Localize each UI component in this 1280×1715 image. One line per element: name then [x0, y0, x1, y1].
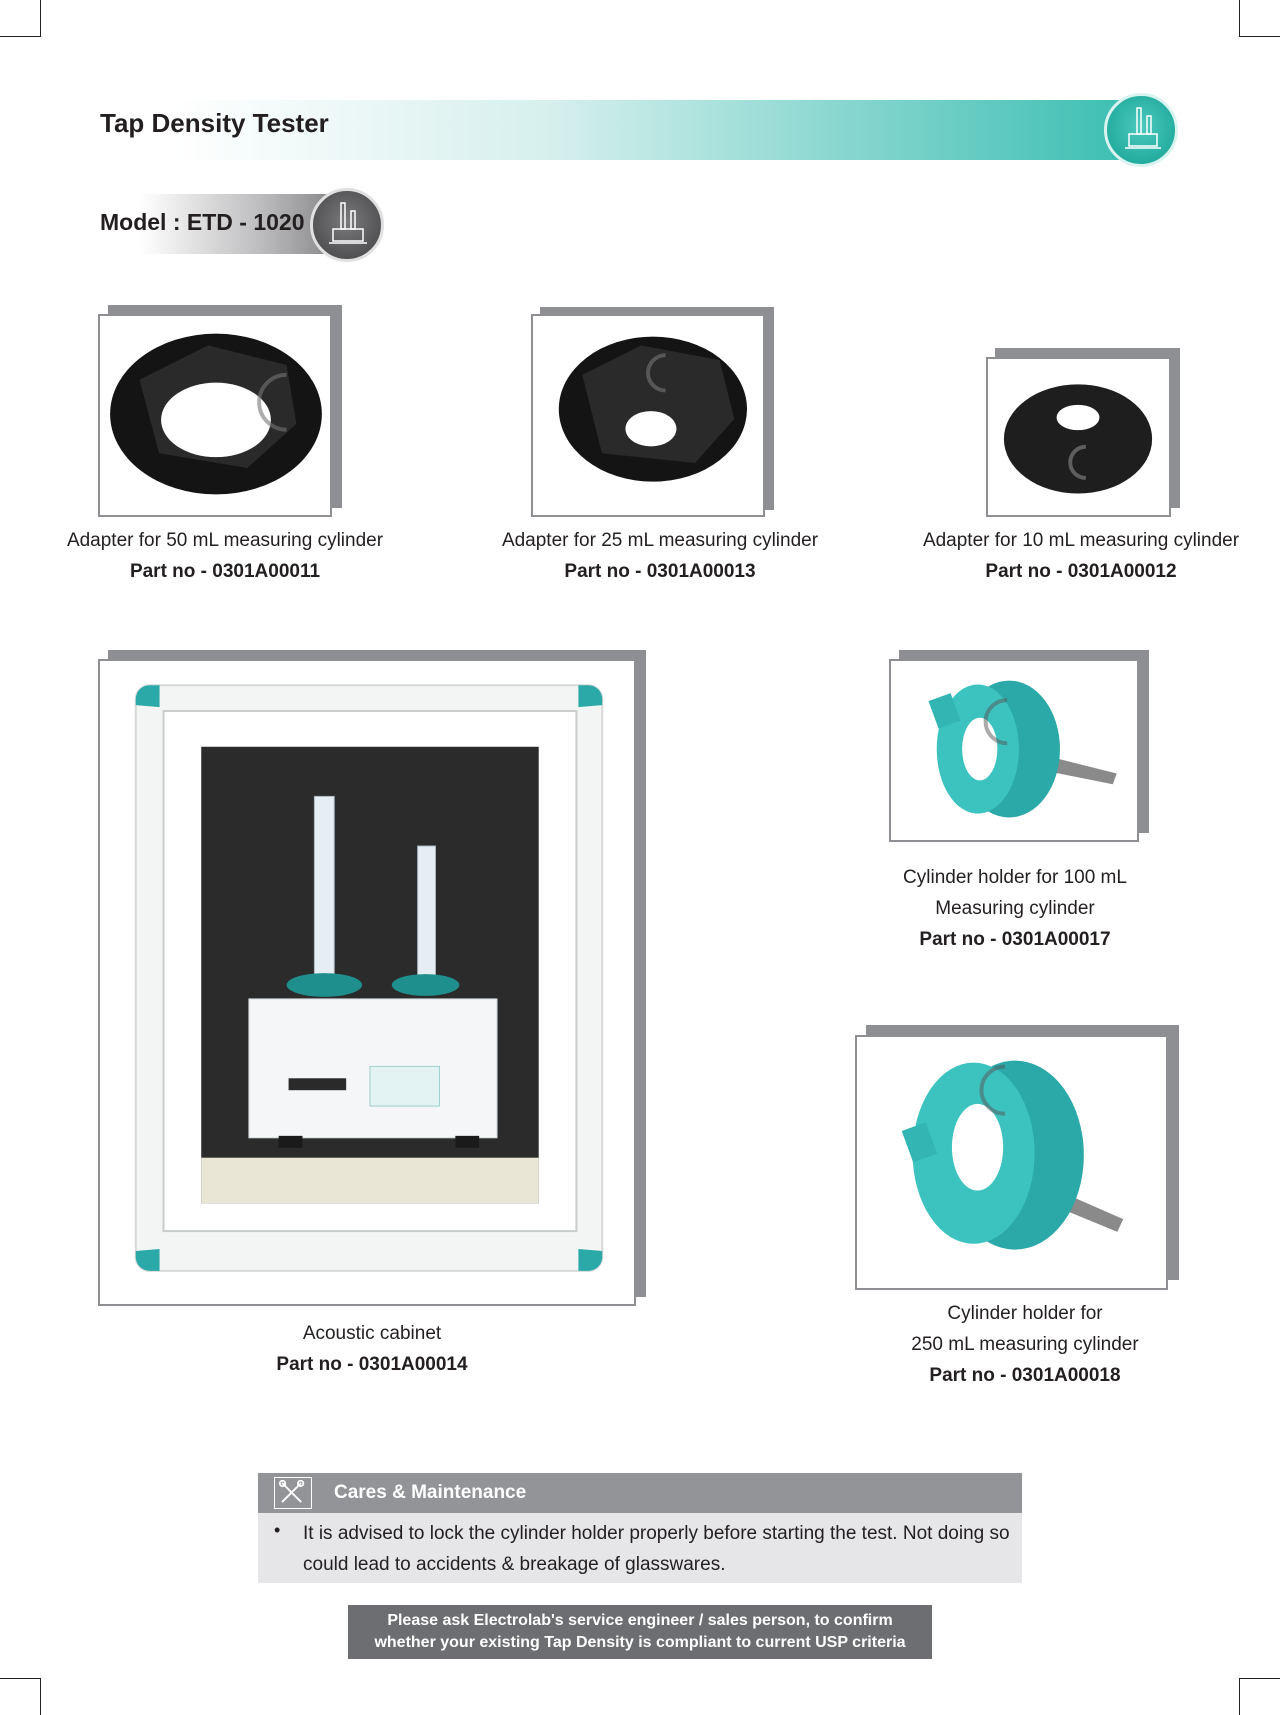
notice-line-2: whether your existing Tap Density is compliant to current USP criteria — [374, 1634, 906, 1651]
product-caption — [900, 525, 1262, 587]
part-number: Part no - 0301A00011 — [129, 561, 321, 582]
product-name: Adapter for 25 mL measuring cylinder — [501, 530, 819, 551]
product-name-line-2: Measuring cylinder — [935, 898, 1095, 919]
product-name: Acoustic cabinet — [302, 1323, 442, 1344]
acoustic-cabinet-image — [98, 659, 636, 1306]
adapter-50ml-image — [98, 314, 332, 517]
page-title: Tap Density Tester — [100, 108, 329, 138]
product-caption — [40, 525, 410, 587]
product-caption — [840, 862, 1190, 955]
product-name: Adapter for 10 mL measuring cylinder — [922, 530, 1240, 551]
part-number: Part no - 0301A00013 — [564, 561, 756, 582]
crop-mark-bottom-left — [0, 1678, 41, 1715]
part-number: Part no - 0301A00012 — [985, 561, 1177, 582]
product-caption — [475, 525, 845, 587]
crop-mark-top-left — [0, 0, 41, 37]
crop-mark-top-right — [1239, 0, 1280, 37]
notice-line-1: Please ask Electrolab's service engineer / sales person, to confirm — [387, 1612, 893, 1629]
product-name-line-2: 250 mL measuring cylinder — [911, 1334, 1139, 1355]
adapter-25ml-image — [531, 314, 765, 517]
product-name-line-1: Cylinder holder for 100 mL — [903, 867, 1127, 888]
cares-title: Cares & Maintenance — [334, 1482, 527, 1503]
cylinder-holder-100ml-image — [889, 659, 1139, 842]
crop-mark-bottom-right — [1239, 1678, 1280, 1715]
product-name: Adapter for 50 mL measuring cylinder — [66, 530, 384, 551]
cares-text: It is advised to lock the cylinder holder properly before starting the test. Not doing so could lead to accidents & breakage of glasswares. — [303, 1523, 1010, 1575]
usp-compliance-notice — [348, 1605, 932, 1659]
adapter-10ml-image — [986, 357, 1171, 517]
tap-density-tester-icon — [310, 188, 384, 262]
part-number: Part no - 0301A00018 — [929, 1365, 1121, 1386]
part-number: Part no - 0301A00017 — [919, 929, 1111, 950]
model-label: Model : ETD - 1020 — [100, 209, 305, 235]
tools-icon — [274, 1477, 312, 1509]
tap-density-tester-icon — [1104, 93, 1178, 167]
bullet: • — [274, 1520, 281, 1540]
product-name-line-1: Cylinder holder for — [947, 1303, 1103, 1324]
cylinder-holder-250ml-image — [855, 1035, 1168, 1290]
product-caption — [850, 1298, 1200, 1391]
part-number: Part no - 0301A00014 — [276, 1354, 468, 1375]
product-caption — [187, 1318, 557, 1380]
